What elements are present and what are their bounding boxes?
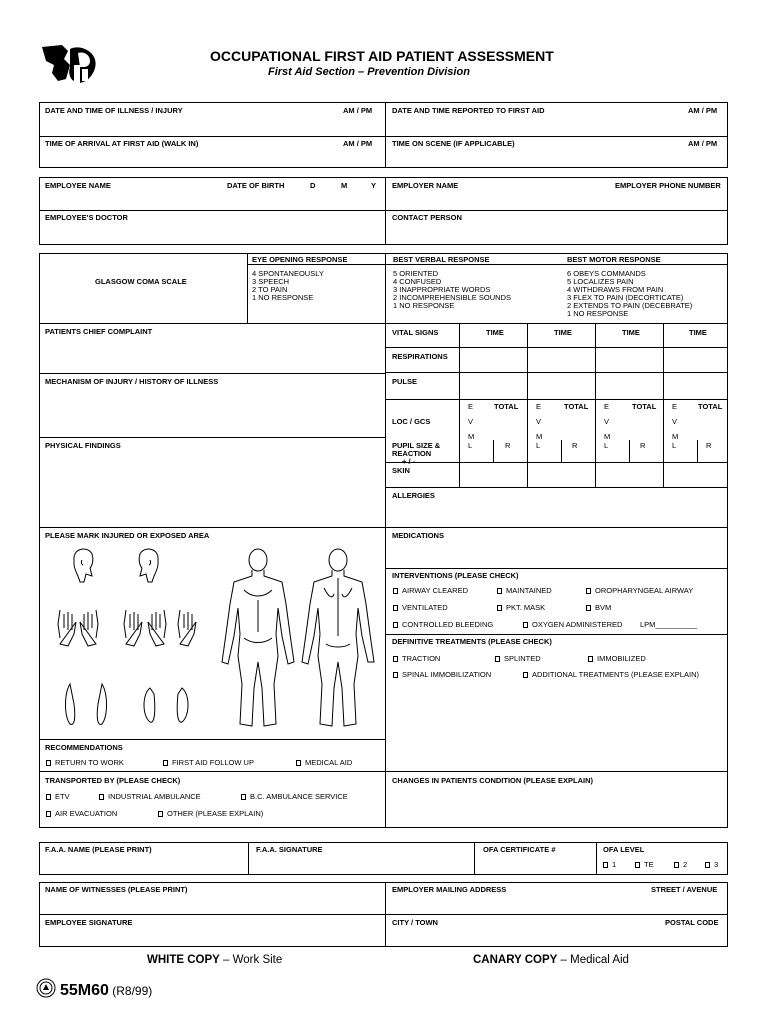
mailing-label: EMPLOYER MAILING ADDRESS — [392, 885, 507, 894]
page-subtitle: First Aid Section – Prevention Division — [268, 66, 470, 78]
date-reported-label: DATE AND TIME REPORTED TO FIRST AID — [392, 106, 545, 115]
time-col-2: TIME — [554, 328, 572, 337]
time-scene-field[interactable] — [390, 149, 725, 166]
employee-name-field[interactable] — [42, 191, 382, 208]
contact-label: CONTACT PERSON — [392, 213, 462, 222]
return-work-label: RETURN TO WORK — [55, 758, 124, 767]
pupil-l: L — [604, 441, 609, 450]
ofa-certificate-field[interactable] — [477, 855, 593, 873]
hands-icon — [58, 610, 196, 646]
gcs-total: TOTAL — [564, 402, 589, 411]
etv-check[interactable] — [46, 792, 70, 801]
faa-signature-field[interactable] — [251, 855, 471, 873]
mechanism-field[interactable] — [42, 387, 382, 435]
splinted-label: SPLINTED — [504, 654, 541, 663]
spinal-label: SPINAL IMMOBILIZATION — [402, 670, 492, 679]
eye-response-list — [252, 269, 324, 301]
dob-month-label: M — [341, 181, 348, 190]
motor-option: 2 EXTENDS TO PAIN (DECEBRATE) — [567, 301, 693, 310]
medical-aid-check[interactable] — [296, 758, 352, 767]
recommendations-title: RECOMMENDATIONS — [45, 743, 123, 752]
bvm-label: BVM — [595, 603, 612, 612]
body-back-icon — [302, 549, 374, 726]
checkbox[interactable] — [523, 672, 528, 678]
medications-field[interactable] — [390, 541, 725, 566]
maintained-label: MAINTAINED — [506, 586, 552, 595]
time-arrival-field[interactable] — [42, 149, 382, 166]
work-site-label: – Work Site — [219, 954, 283, 966]
oropharyngeal-check[interactable] — [586, 586, 693, 595]
additional-label: ADDITIONAL TREATMENTS (PLEASE EXPLAIN) — [532, 670, 699, 679]
employer-name-label: EMPLOYER NAME — [392, 181, 459, 190]
employee-signature-field[interactable] — [42, 928, 382, 945]
checkbox[interactable] — [241, 794, 246, 800]
ofa-level-3[interactable] — [705, 860, 718, 869]
level-1-label: 1 — [612, 860, 617, 869]
checkbox[interactable] — [393, 672, 398, 678]
checkbox[interactable] — [46, 794, 51, 800]
eye-option: 2 TO PAIN — [252, 285, 288, 294]
lpm-field[interactable]: LPM__________ — [640, 620, 698, 629]
pkt-mask-label: PKT. MASK — [506, 603, 546, 612]
air-evac-label: AIR EVACUATION — [55, 809, 118, 818]
return-work-check[interactable] — [46, 758, 124, 767]
pupil-l: L — [672, 441, 677, 450]
complaint-field[interactable] — [42, 337, 382, 371]
verbal-response-title: BEST VERBAL RESPONSE — [393, 255, 490, 264]
gcs-e: E — [604, 402, 610, 411]
airway-cleared-check[interactable] — [393, 586, 468, 595]
ofa-level-te[interactable] — [635, 860, 654, 869]
respirations-label: RESPIRATIONS — [392, 352, 448, 361]
checkbox[interactable] — [158, 811, 163, 817]
head-side-right-icon — [139, 549, 158, 582]
pupil-r: R — [706, 441, 712, 450]
time-col-1: TIME — [486, 328, 504, 337]
body-diagram[interactable] — [48, 544, 378, 734]
faa-signature-label: F.A.A. SIGNATURE — [256, 845, 323, 854]
gcs-e: E — [672, 402, 678, 411]
motor-response-title: BEST MOTOR RESPONSE — [567, 255, 661, 264]
motor-option: 6 OBEYS COMMANDS — [567, 269, 646, 278]
oropharyngeal-label: OROPHARYNGEAL AIRWAY — [595, 586, 694, 595]
witnesses-label: NAME OF WITNESSES (PLEASE PRINT) — [45, 885, 188, 894]
gcs-e: E — [468, 402, 474, 411]
gcs-v: V — [468, 417, 474, 426]
canary-copy-label: CANARY COPY — [473, 954, 558, 966]
medical-aid-label: MEDICAL AID — [305, 758, 353, 767]
city-label: CITY / TOWN — [392, 918, 438, 927]
form-number — [60, 982, 152, 1000]
time-arrival-label: TIME OF ARRIVAL AT FIRST AID (WALK IN) — [45, 139, 199, 148]
faa-name-field[interactable] — [42, 855, 245, 873]
date-reported-field[interactable] — [390, 116, 725, 134]
checkbox[interactable] — [393, 588, 398, 594]
interventions-title: INTERVENTIONS (PLEASE CHECK) — [392, 571, 519, 580]
eye-option: 3 SPEECH — [252, 277, 290, 286]
immobilized-check[interactable] — [588, 654, 646, 663]
pupil-l: L — [536, 441, 541, 450]
bc-ambulance-label: B.C. AMBULANCE SERVICE — [250, 792, 348, 801]
transport-title: TRANSPORTED BY (PLEASE CHECK) — [45, 776, 181, 785]
dob-label: DATE OF BIRTH — [227, 181, 285, 190]
pupil-r: R — [640, 441, 646, 450]
ofa-level-label: OFA LEVEL — [603, 845, 645, 854]
level-te-label: TE — [644, 860, 654, 869]
witnesses-field[interactable] — [42, 895, 382, 912]
feet-icon — [66, 684, 189, 724]
checkbox[interactable] — [163, 760, 168, 766]
gcs-e: E — [536, 402, 542, 411]
plusminus-label: + / - — [402, 457, 416, 466]
airway-cleared-label: AIRWAY CLEARED — [402, 586, 468, 595]
air-evac-check[interactable] — [46, 809, 117, 818]
employee-signature-label: EMPLOYEE SIGNATURE — [45, 918, 133, 927]
checkbox[interactable] — [497, 588, 502, 594]
checkbox[interactable] — [393, 605, 398, 611]
maintained-check[interactable] — [497, 586, 552, 595]
bc-ambulance-check[interactable] — [241, 792, 348, 801]
pupil-r: R — [572, 441, 578, 450]
skin-label: SKIN — [392, 466, 410, 475]
medical-aid-footer-label: – Medical Aid — [557, 954, 629, 966]
oxygen-label: OXYGEN ADMINISTERED — [532, 620, 623, 629]
doctor-field[interactable] — [42, 223, 382, 243]
revision-label: (R8/99) — [108, 984, 153, 998]
pupil-r: R — [505, 441, 511, 450]
checkbox[interactable] — [523, 622, 528, 628]
motor-option: 5 LOCALIZES PAIN — [567, 277, 634, 286]
gcs-label: GLASGOW COMA SCALE — [95, 277, 187, 286]
ofa-level-2[interactable] — [674, 860, 687, 869]
time-col-3: TIME — [622, 328, 640, 337]
date-illness-label: DATE AND TIME OF ILLNESS / INJURY — [45, 106, 183, 115]
mechanism-label: MECHANISM OF INJURY / HISTORY OF ILLNESS — [45, 377, 219, 386]
verbal-response-list — [393, 269, 511, 309]
medications-label: MEDICATIONS — [392, 531, 444, 540]
mark-area-label: PLEASE MARK INJURED OR EXPOSED AREA — [45, 531, 210, 540]
gcs-m: M — [672, 432, 679, 441]
gcs-v: V — [536, 417, 542, 426]
gcs-m: M — [536, 432, 543, 441]
allergies-field[interactable] — [390, 501, 725, 525]
pkt-mask-check[interactable] — [497, 603, 545, 612]
loc-gcs-label: LOC / GCS — [392, 417, 431, 426]
wcb-logo-icon — [40, 43, 98, 85]
ampm-label: AM / PM — [688, 139, 718, 148]
postal-label: POSTAL CODE — [665, 918, 719, 927]
level-2-label: 2 — [683, 860, 688, 869]
motor-option: 4 WITHDRAWS FROM PAIN — [567, 285, 664, 294]
ofa-level-1[interactable] — [603, 860, 616, 869]
body-front-icon — [222, 549, 294, 726]
ampm-label: AM / PM — [688, 106, 718, 115]
spinal-check[interactable] — [393, 670, 491, 679]
industrial-label: INDUSTRIAL AMBULANCE — [108, 792, 201, 801]
employer-phone-label: EMPLOYER PHONE NUMBER — [615, 181, 721, 190]
ofa-certificate-label: OFA CERTIFICATE # — [483, 845, 556, 854]
gcs-m: M — [468, 432, 475, 441]
checkbox[interactable] — [296, 760, 301, 766]
checkbox[interactable] — [99, 794, 104, 800]
ampm-label: AM / PM — [343, 106, 373, 115]
allergies-label: ALLERGIES — [392, 491, 435, 500]
physical-findings-label: PHYSICAL FINDINGS — [45, 441, 121, 450]
gcs-total: TOTAL — [494, 402, 519, 411]
level-3-label: 3 — [714, 860, 719, 869]
time-scene-label: TIME ON SCENE (IF APPLICABLE) — [392, 139, 515, 148]
verbal-option: 1 NO RESPONSE — [393, 301, 455, 310]
date-illness-field[interactable] — [42, 116, 382, 134]
checkbox[interactable] — [588, 656, 593, 662]
employee-name-label: EMPLOYEE NAME — [45, 181, 111, 190]
checkbox[interactable] — [586, 605, 591, 611]
splinted-check[interactable] — [495, 654, 541, 663]
verbal-option: 4 CONFUSED — [393, 277, 442, 286]
other-check[interactable] — [158, 809, 263, 818]
ventilated-label: VENTILATED — [402, 603, 448, 612]
industrial-check[interactable] — [99, 792, 201, 801]
checkbox[interactable] — [497, 605, 502, 611]
gcs-v: V — [672, 417, 678, 426]
gcs-v: V — [604, 417, 610, 426]
checkbox[interactable] — [635, 862, 640, 868]
checkbox[interactable] — [393, 656, 398, 662]
eye-option: 1 NO RESPONSE — [252, 293, 314, 302]
verbal-option: 2 INCOMPREHENSIBLE SOUNDS — [393, 293, 511, 302]
immobilized-label: IMMOBILIZED — [597, 654, 646, 663]
controlled-bleeding-check[interactable] — [393, 620, 493, 629]
faa-name-label: F.A.A. NAME (PLEASE PRINT) — [45, 845, 152, 854]
additional-treatments-field[interactable] — [390, 682, 725, 768]
canary-copy-note — [473, 954, 629, 967]
pupil-label: PUPIL SIZE & — [392, 441, 441, 450]
employer-name-field[interactable] — [390, 191, 725, 208]
checkbox[interactable] — [674, 862, 679, 868]
checkbox[interactable] — [586, 588, 591, 594]
pupil-l: L — [468, 441, 473, 450]
head-side-left-icon — [74, 549, 93, 582]
changes-field[interactable] — [390, 786, 725, 826]
gcs-m: M — [604, 432, 611, 441]
motor-option: 1 NO RESPONSE — [567, 309, 629, 318]
etv-label: ETV — [55, 792, 70, 801]
controlled-bleeding-label: CONTROLLED BLEEDING — [402, 620, 494, 629]
doctor-label: EMPLOYEE'S DOCTOR — [45, 213, 128, 222]
followup-label: FIRST AID FOLLOW UP — [172, 758, 254, 767]
physical-findings-field[interactable] — [42, 451, 382, 525]
checkbox[interactable] — [393, 622, 398, 628]
additional-check[interactable] — [523, 670, 699, 679]
reaction-label: REACTION — [392, 449, 432, 458]
ampm-label: AM / PM — [343, 139, 373, 148]
dob-year-label: Y — [371, 181, 377, 190]
traction-label: TRACTION — [402, 654, 441, 663]
dob-day-label: D — [310, 181, 316, 190]
eye-response-title: EYE OPENING RESPONSE — [252, 255, 348, 264]
gcs-total: TOTAL — [632, 402, 657, 411]
other-label: OTHER (PLEASE EXPLAIN) — [167, 809, 264, 818]
definitive-title: DEFINITIVE TREATMENTS (PLEASE CHECK) — [392, 637, 552, 646]
white-copy-note — [147, 954, 282, 967]
white-copy-label: WHITE COPY — [147, 954, 220, 966]
street-label: STREET / AVENUE — [651, 885, 718, 894]
eye-option: 4 SPONTANEOUSLY — [252, 269, 324, 278]
traction-check[interactable] — [393, 654, 440, 663]
checkbox[interactable] — [603, 862, 608, 868]
contact-field[interactable] — [390, 223, 725, 243]
verbal-option: 3 INAPPROPRIATE WORDS — [393, 285, 491, 294]
time-col-4: TIME — [689, 328, 707, 337]
changes-label: CHANGES IN PATIENTS CONDITION (PLEASE EXPLAIN) — [392, 776, 593, 785]
gcs-total: TOTAL — [698, 402, 723, 411]
motor-response-list — [567, 269, 692, 317]
oxygen-check[interactable] — [523, 620, 622, 629]
vital-signs-label: VITAL SIGNS — [392, 328, 439, 337]
page-title: OCCUPATIONAL FIRST AID PATIENT ASSESSMENT — [210, 48, 554, 64]
ventilated-check[interactable] — [393, 603, 448, 612]
recycle-seal-icon — [36, 978, 56, 998]
form-number-label: 55M60 — [60, 982, 109, 999]
pulse-label: PULSE — [392, 377, 418, 386]
checkbox[interactable] — [46, 811, 51, 817]
checkbox[interactable] — [495, 656, 500, 662]
bvm-check[interactable] — [586, 603, 611, 612]
city-field[interactable] — [390, 928, 725, 945]
checkbox[interactable] — [46, 760, 51, 766]
checkbox[interactable] — [705, 862, 710, 868]
motor-option: 3 FLEX TO PAIN (DECORTICATE) — [567, 293, 684, 302]
mailing-field[interactable] — [390, 895, 725, 912]
complaint-label: PATIENTS CHIEF COMPLAINT — [45, 327, 153, 336]
followup-check[interactable] — [163, 758, 254, 767]
verbal-option: 5 ORIENTED — [393, 269, 439, 278]
